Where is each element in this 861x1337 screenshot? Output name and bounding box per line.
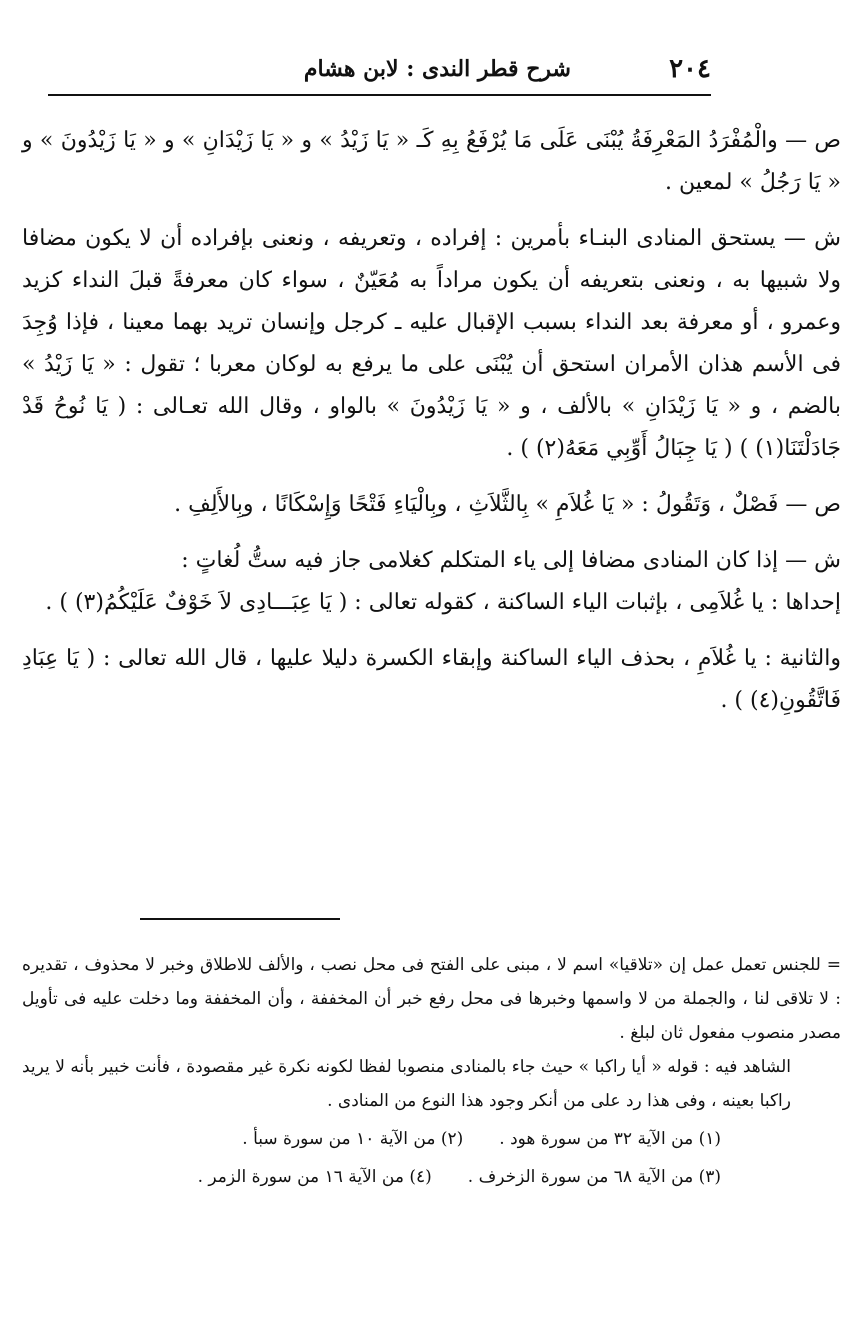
footnote-ref-4: (٤) من الآية ١٦ من سورة الزمر . <box>197 1167 432 1187</box>
running-title: شرح قطر الندى : لابن هشام <box>303 56 571 82</box>
paragraph-first-dialect: إحداها : يا غُلاَمِى ، بإثبات الياء الساكنة ، كقوله تعالى : ( يَا عِبَـــادِى لاَ خَوْفٌ عَلَيْكُمُ(٣) ) . <box>45 590 841 615</box>
paragraph-text-section: ص — فَصْلٌ ، وَتَقُولُ : « يَا غُلاَمِ » بِالثَّلاَثِ ، وبِالْيَاءِ فَتْحًا وَإِسْكَانًا ، وبِالأَلِفِ . <box>174 492 841 517</box>
main-text <box>22 120 841 736</box>
footnote-witness: الشاهد فيه : قوله « أيا راكبا » حيث جاء بالمنادى منصوبا لفظا لكونه نكرة غير مقصودة ، فأنت خبير بأنه لا يريد راكبا بعينه ، وفى هذا رد على من أنكر وجود هذا النوع من المنادى . <box>22 1057 791 1111</box>
footnote-refs-row-2 <box>22 1160 841 1194</box>
footnote-continuation: = للجنس تعمل عمل إن «تلاقيا» اسم لا ، مبنى على الفتح فى محل نصب ، والألف للاطلاق وخبر لا محذوف ، تقديره : لا تلاقى لنا ، والجملة من لا واسمها وخبرها فى محل رفع خبر أن المخففة ، وأن المخففة وما دخلت عليه فى تأويل مصدر منصوب مفعول ثان لبلغ . <box>22 955 841 1043</box>
paragraph-explanation: ش — يستحق المنادى البنـاء بأمرين : إفراده ، وتعريفه ، ونعنى بإفراده أن لا يكون مضافا ولا شبيها به ، ونعنى بتعريفه أن يكون مراداً به مُعَيّنٌ ، سواء كان معرفةً قبلَ النداء كزيد وعمرو ، أو معرفة بعد النداء بسبب الإقبال عليه ـ كرجل وإنسان تريد بهما معينا ، فإذا وُجِدَ فى الأسم هذان الأمران استحق أن يُبْنَى على ما يرفع به لوكان معربا ؛ تقول : « يَا زَيْدُ » بالضم ، و « يَا زَيْدَانِ » بالألف ، و « يَا زَيْدُونَ » بالواو ، وقال الله تعـالى : ( يَا نُوحُ قَدْ جَادَلْتَنَا(١) ) ( يَا جِبَالُ أَوِّبِي مَعَهُ(٢) ) . <box>22 226 841 461</box>
paragraph-second-dialect: والثانية : يا غُلاَمِ ، بحذف الياء الساكنة وإبقاء الكسرة دليلا عليها ، قال الله تعالى : ( يَا عِبَادِ فَاتَّقُونِ(٤) ) . <box>22 646 841 713</box>
footnote-ref-2: (٢) من الآية ١٠ من سورة سبأ . <box>242 1129 464 1149</box>
footnote-ref-1: (١) من الآية ٣٢ من سورة هود . <box>499 1129 721 1149</box>
page-header <box>48 50 711 96</box>
footnotes <box>22 948 841 1194</box>
page-number: ٢٠٤ <box>669 54 711 84</box>
paragraph-six-dialects: ش — إذا كان المنادى مضافا إلى ياء المتكلم كغلامى جاز فيه ستُّ لُغاتٍ : <box>181 548 841 573</box>
footnote-ref-3: (٣) من الآية ٦٨ من سورة الزخرف . <box>467 1167 721 1187</box>
footnote-refs-row-1 <box>22 1122 841 1156</box>
paragraph-text-rule: ص — والْمُفْرَدُ المَعْرِفَةُ يُبْنَى عَلَى مَا يُرْفَعُ بِهِ كَـ « يَا زَيْدُ » و « يَا زَيْدَانِ » و « يَا زَيْدُونَ » و « يَا رَجُلُ » لمعين . <box>22 128 841 195</box>
footnote-divider <box>140 918 340 920</box>
